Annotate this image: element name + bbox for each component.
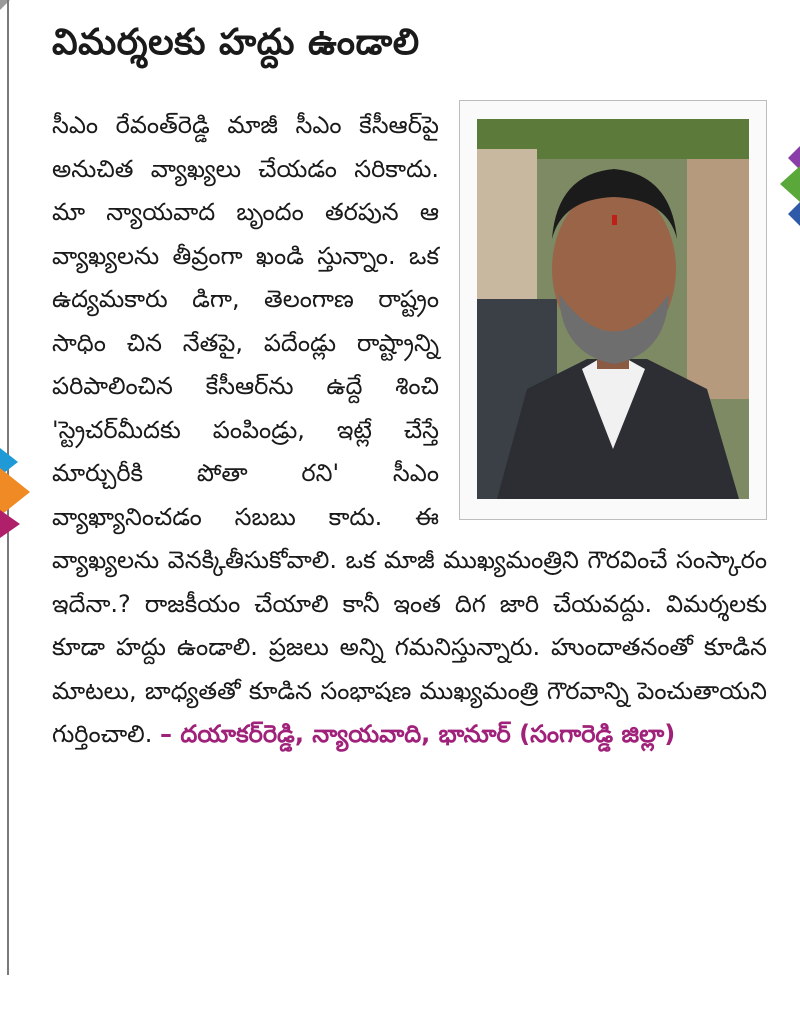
left-tag-magenta — [0, 510, 20, 538]
left-tag-orange — [0, 468, 30, 516]
article-headline: విమర్శలకు హద్దు ఉండాలి — [52, 22, 420, 63]
right-tag-green — [780, 166, 800, 202]
article-body-text: సీఎం రేవంత్‌రెడ్డి మాజీ సీఎం కేసీఆర్‌పై అనుచిత వ్యాఖ్యలు చేయడం సరికాదు. మా న్యాయవాద బృందం తరపున ఆ వ్యాఖ్యలను తీవ్రంగా ఖండి స్తున్నాం. ఒక ఉద్యమకారు డిగా, తెలంగాణ రాష్ట్రం సాధిం చిన నేతపై, పదేండ్లు రాష్ట్రాన్ని పరిపాలించిన కేసీఆర్‌ను ఉద్దే శించి 'స్ట్రెచర్‌మీదకు పంపిండ్రు, ఇట్లే చేస్తే మార్చురీకి పోతా రని' సీఎం వ్యాఖ్యానించడం సబబు కాదు. ఈ వ్యాఖ్యలను వెనక్కితీసుకోవాలి. ఒక మాజీ ముఖ్యమంత్రిని గౌరవించే సంస్కారం ఇదేనా.? రాజకీయం చేయాలి కానీ ఇంత దిగ జారి చేయవద్దు. విమర్శలకు కూడా హద్దు ఉండాలి. ప్రజలు అన్ని గమనిస్తున్నారు. హుందాతనంతో కూడిన మాటలు, బాధ్యతతో కూడిన సంభాషణ ముఖ్యమంత్రి గౌరవాన్ని పెంచుతాయని గుర్తించాలి. — [52, 111, 767, 748]
right-tag-blue — [788, 202, 800, 226]
right-tag-purple — [788, 146, 800, 170]
right-tag-markers — [780, 146, 800, 230]
photo-frame — [459, 100, 767, 520]
author-byline: – దయాకర్‌రెడ్డి, న్యాయవాది, భానూర్ (సంగారెడ్డి జిల్లా) — [160, 720, 676, 748]
photo-container — [449, 100, 767, 520]
article-body — [52, 104, 767, 757]
left-tag-markers — [0, 448, 30, 540]
author-photo — [477, 119, 749, 499]
